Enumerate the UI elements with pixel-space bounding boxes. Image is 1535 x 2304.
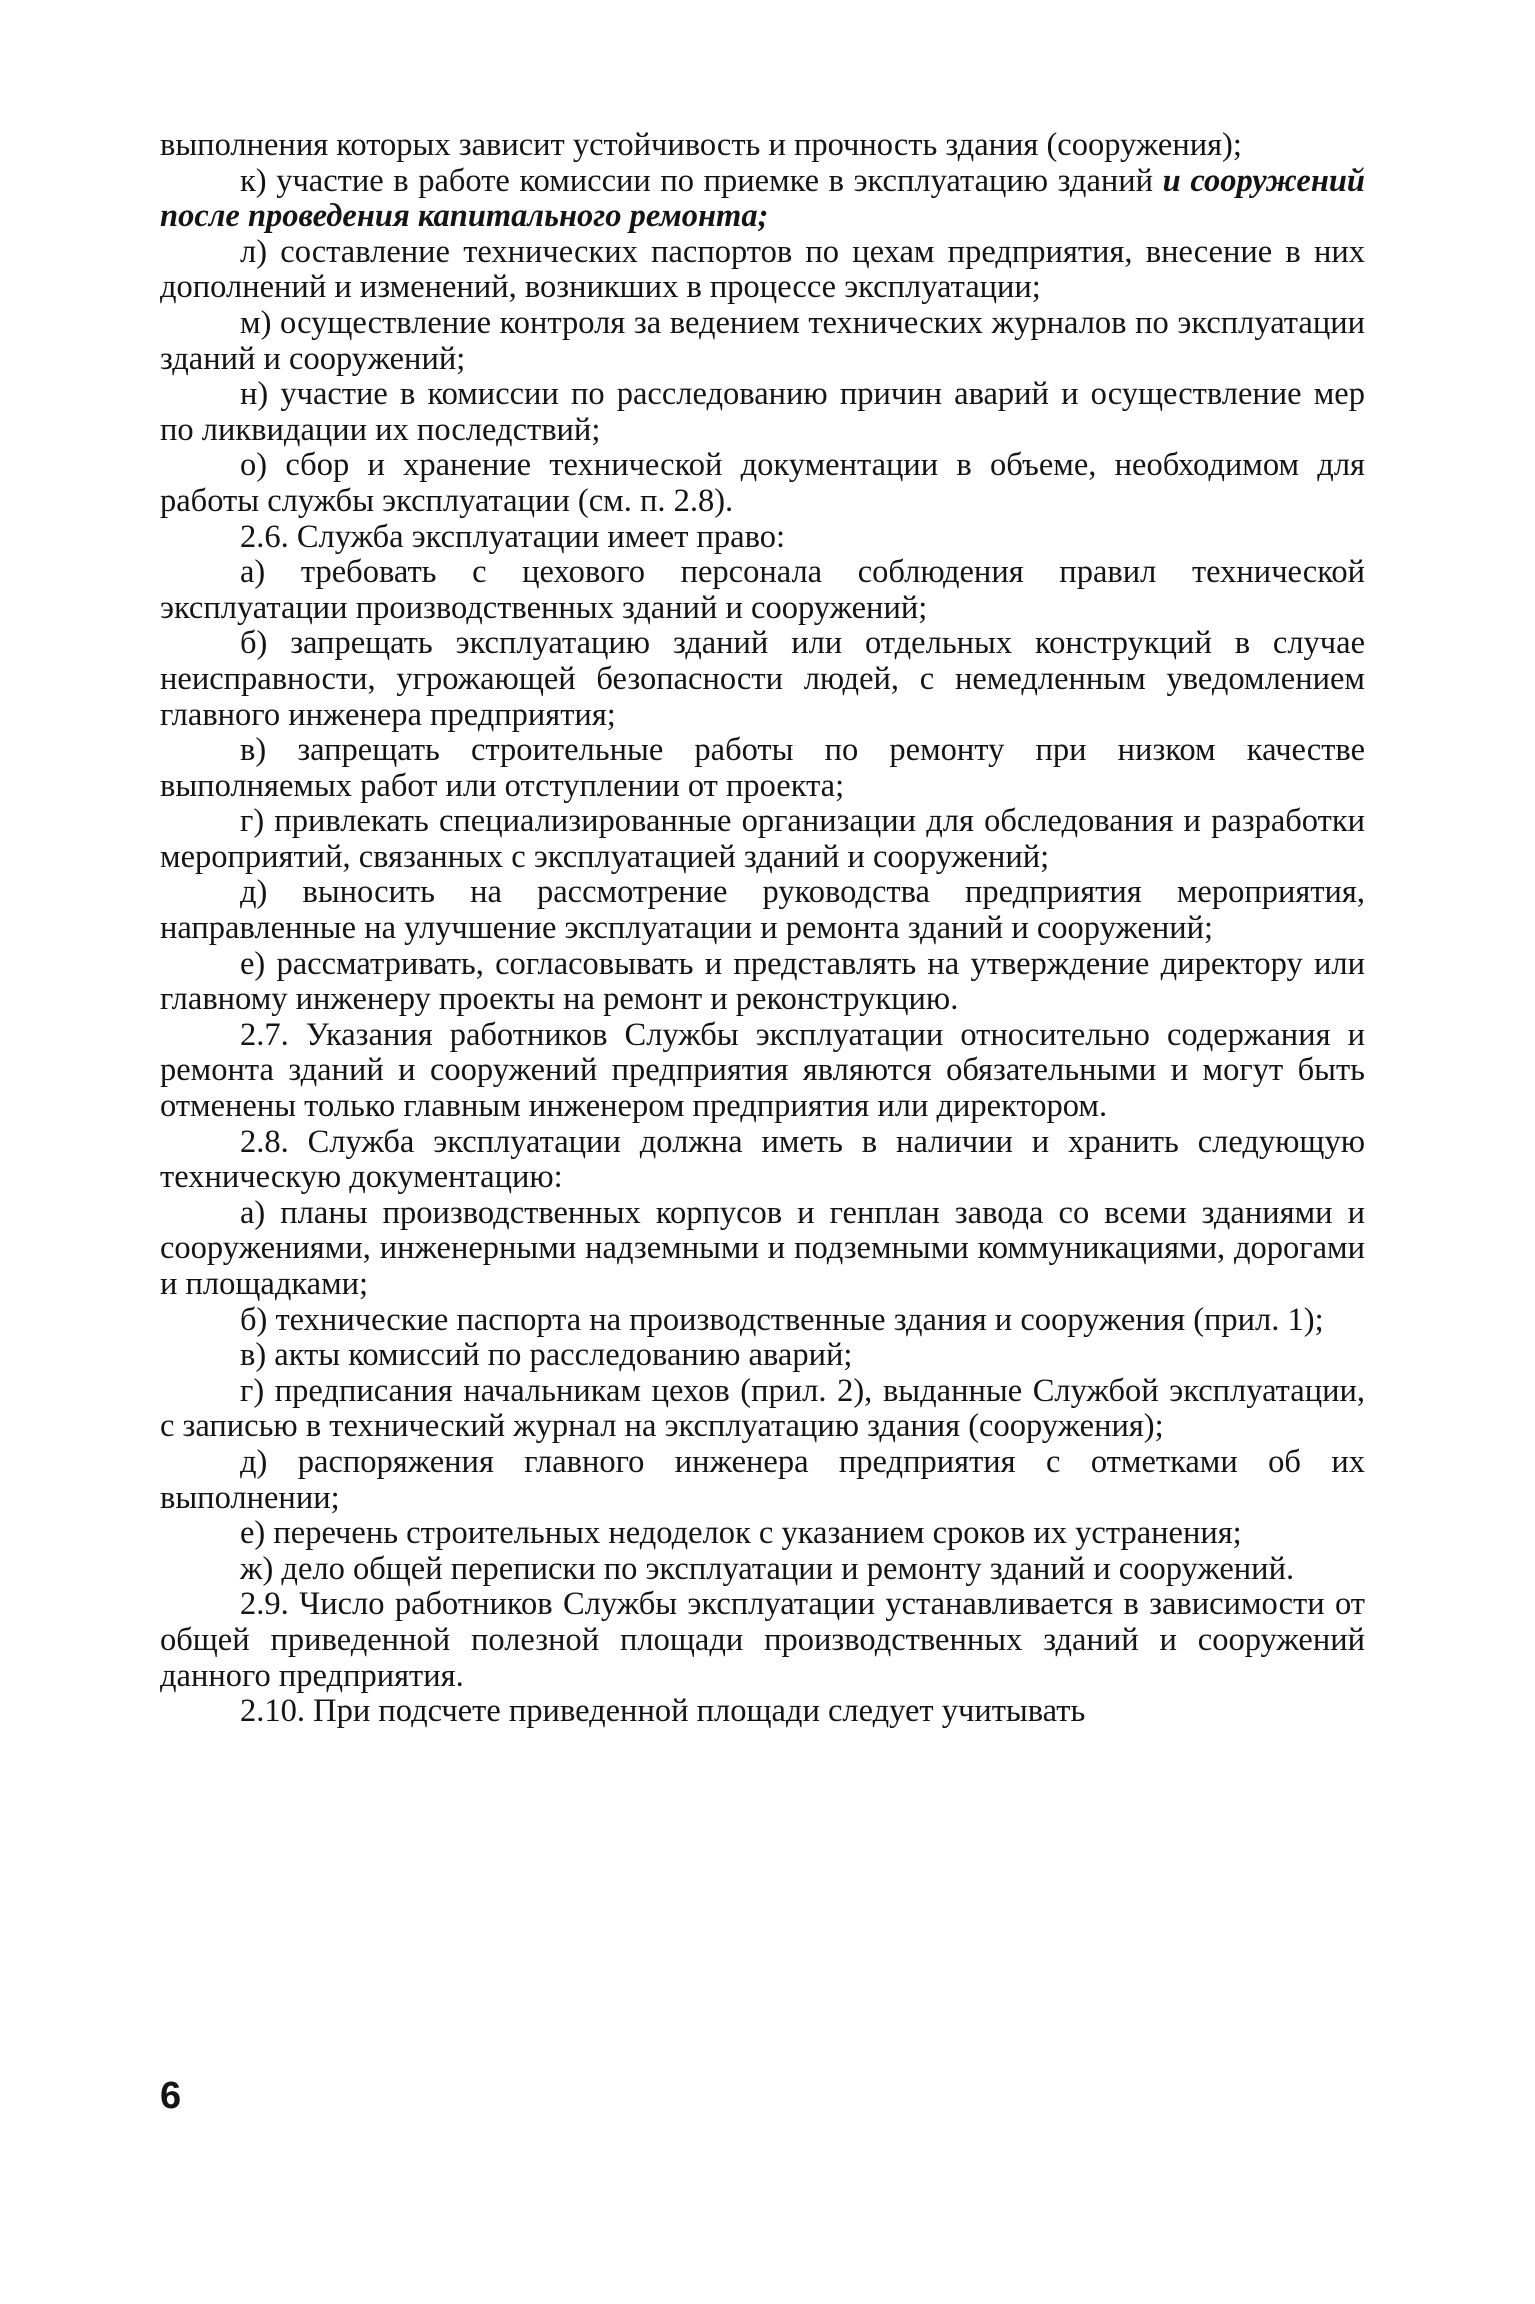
section-2-6-heading: 2.6. Служба эксплуатации имеет право:	[240, 518, 786, 555]
paragraph-item-k-text: к) участие в работе комиссии по приемке в эксплуатацию зданий	[240, 162, 1154, 199]
paragraph-item-v-2-6: в) запрещать строительные работы по ремонту при низком качестве выполняемых работ или отступлении от проекта;	[160, 732, 1365, 804]
paragraph-item-v-2-8: в) акты комиссий по расследованию аварий;	[240, 1337, 853, 1374]
section-2-10: 2.10. При подсчете приведенной площади следует учитывать	[240, 1693, 1086, 1730]
paragraph-item-b-2-8: б) технические паспорта на производственные здания и сооружения (прил. 1);	[240, 1301, 1324, 1338]
page-number: 6	[160, 2075, 182, 2117]
paragraph-item-n: н) участие в комиссии по расследованию причин аварий и осуществление мер по ликвидации их последствий;	[160, 376, 1365, 448]
paragraph-item-l: л) составление технических паспортов по цехам предприятия, внесение в них дополнений и изменений, возникших в процессе эксплуатации;	[160, 233, 1365, 306]
paragraph-item-a-2-6: а) требовать с цехового персонала соблюдения правил технической эксплуатации производственных зданий и сооружений;	[160, 554, 1365, 626]
paragraph-item-e-2-6: е) рассматривать, согласовывать и представлять на утверждение директору или главному инженеру проекты на ремонт и реконструкцию.	[160, 945, 1365, 1018]
paragraph-item-g-2-8: г) предписания начальникам цехов (прил. 2), выданные Службой эксплуатации, с записью в технический журнал на эксплуатацию здания (сооружения);	[160, 1372, 1365, 1445]
paragraph-item-b-2-6: б) запрещать эксплуатацию зданий или отдельных конструкций в случае неисправности, угрожающей безопасности людей, с немедленным уведомлением главного инженера предприятия;	[160, 625, 1365, 733]
paragraph-item-e-2-8: е) перечень строительных недоделок с указанием сроков их устранения;	[240, 1515, 1242, 1552]
paragraph-item-zh-2-8: ж) дело общей переписки по эксплуатации и ремонту зданий и сооружений.	[240, 1550, 1295, 1587]
paragraph-item-d-2-6: д) выносить на рассмотрение руководства предприятия мероприятия, направленные на улучшение эксплуатации и ремонта зданий и сооружений;	[160, 874, 1365, 947]
document-page	[160, 128, 1365, 2198]
paragraph-item-k	[160, 164, 1365, 235]
paragraph-item-k-italic: и сооружений после проведения капитального ремонта;	[160, 162, 1366, 235]
section-2-7: 2.7. Указания работников Службы эксплуатации относительно содержания и ремонта зданий и сооружений предприятия являются обязательными и могут быть отменены только главным инженером предприятия или директором.	[160, 1016, 1365, 1125]
paragraph-0: выполнения которых зависит устойчивость и прочность здания (сооружения);	[160, 127, 1242, 163]
paragraph-item-m: м) осуществление контроля за ведением технических журналов по эксплуатации зданий и сооружений;	[160, 304, 1365, 377]
section-2-9: 2.9. Число работников Службы эксплуатации устанавливается в зависимости от общей приведенной полезной площади производственных зданий и сооружений данного предприятия.	[160, 1586, 1365, 1694]
paragraph-item-o: о) сбор и хранение технической документации в объеме, необходимом для работы службы эксплуатации (см. п. 2.8).	[160, 447, 1365, 519]
paragraph-item-d-2-8: д) распоряжения главного инженера предприятия с отметками об их выполнении;	[160, 1443, 1365, 1516]
paragraph-item-g-2-6: г) привлекать специализированные организации для обследования и разработки мероприятий, связанных с эксплуатацией зданий и сооружений;	[160, 803, 1365, 875]
paragraph-item-a-2-8: а) планы производственных корпусов и генплан завода со всеми зданиями и сооружениями, инженерными надземными и подземными коммуникациями, дорогами и площадками;	[160, 1194, 1365, 1302]
section-2-8-heading: 2.8. Служба эксплуатации должна иметь в наличии и хранить следующую техническую документацию:	[160, 1123, 1365, 1196]
